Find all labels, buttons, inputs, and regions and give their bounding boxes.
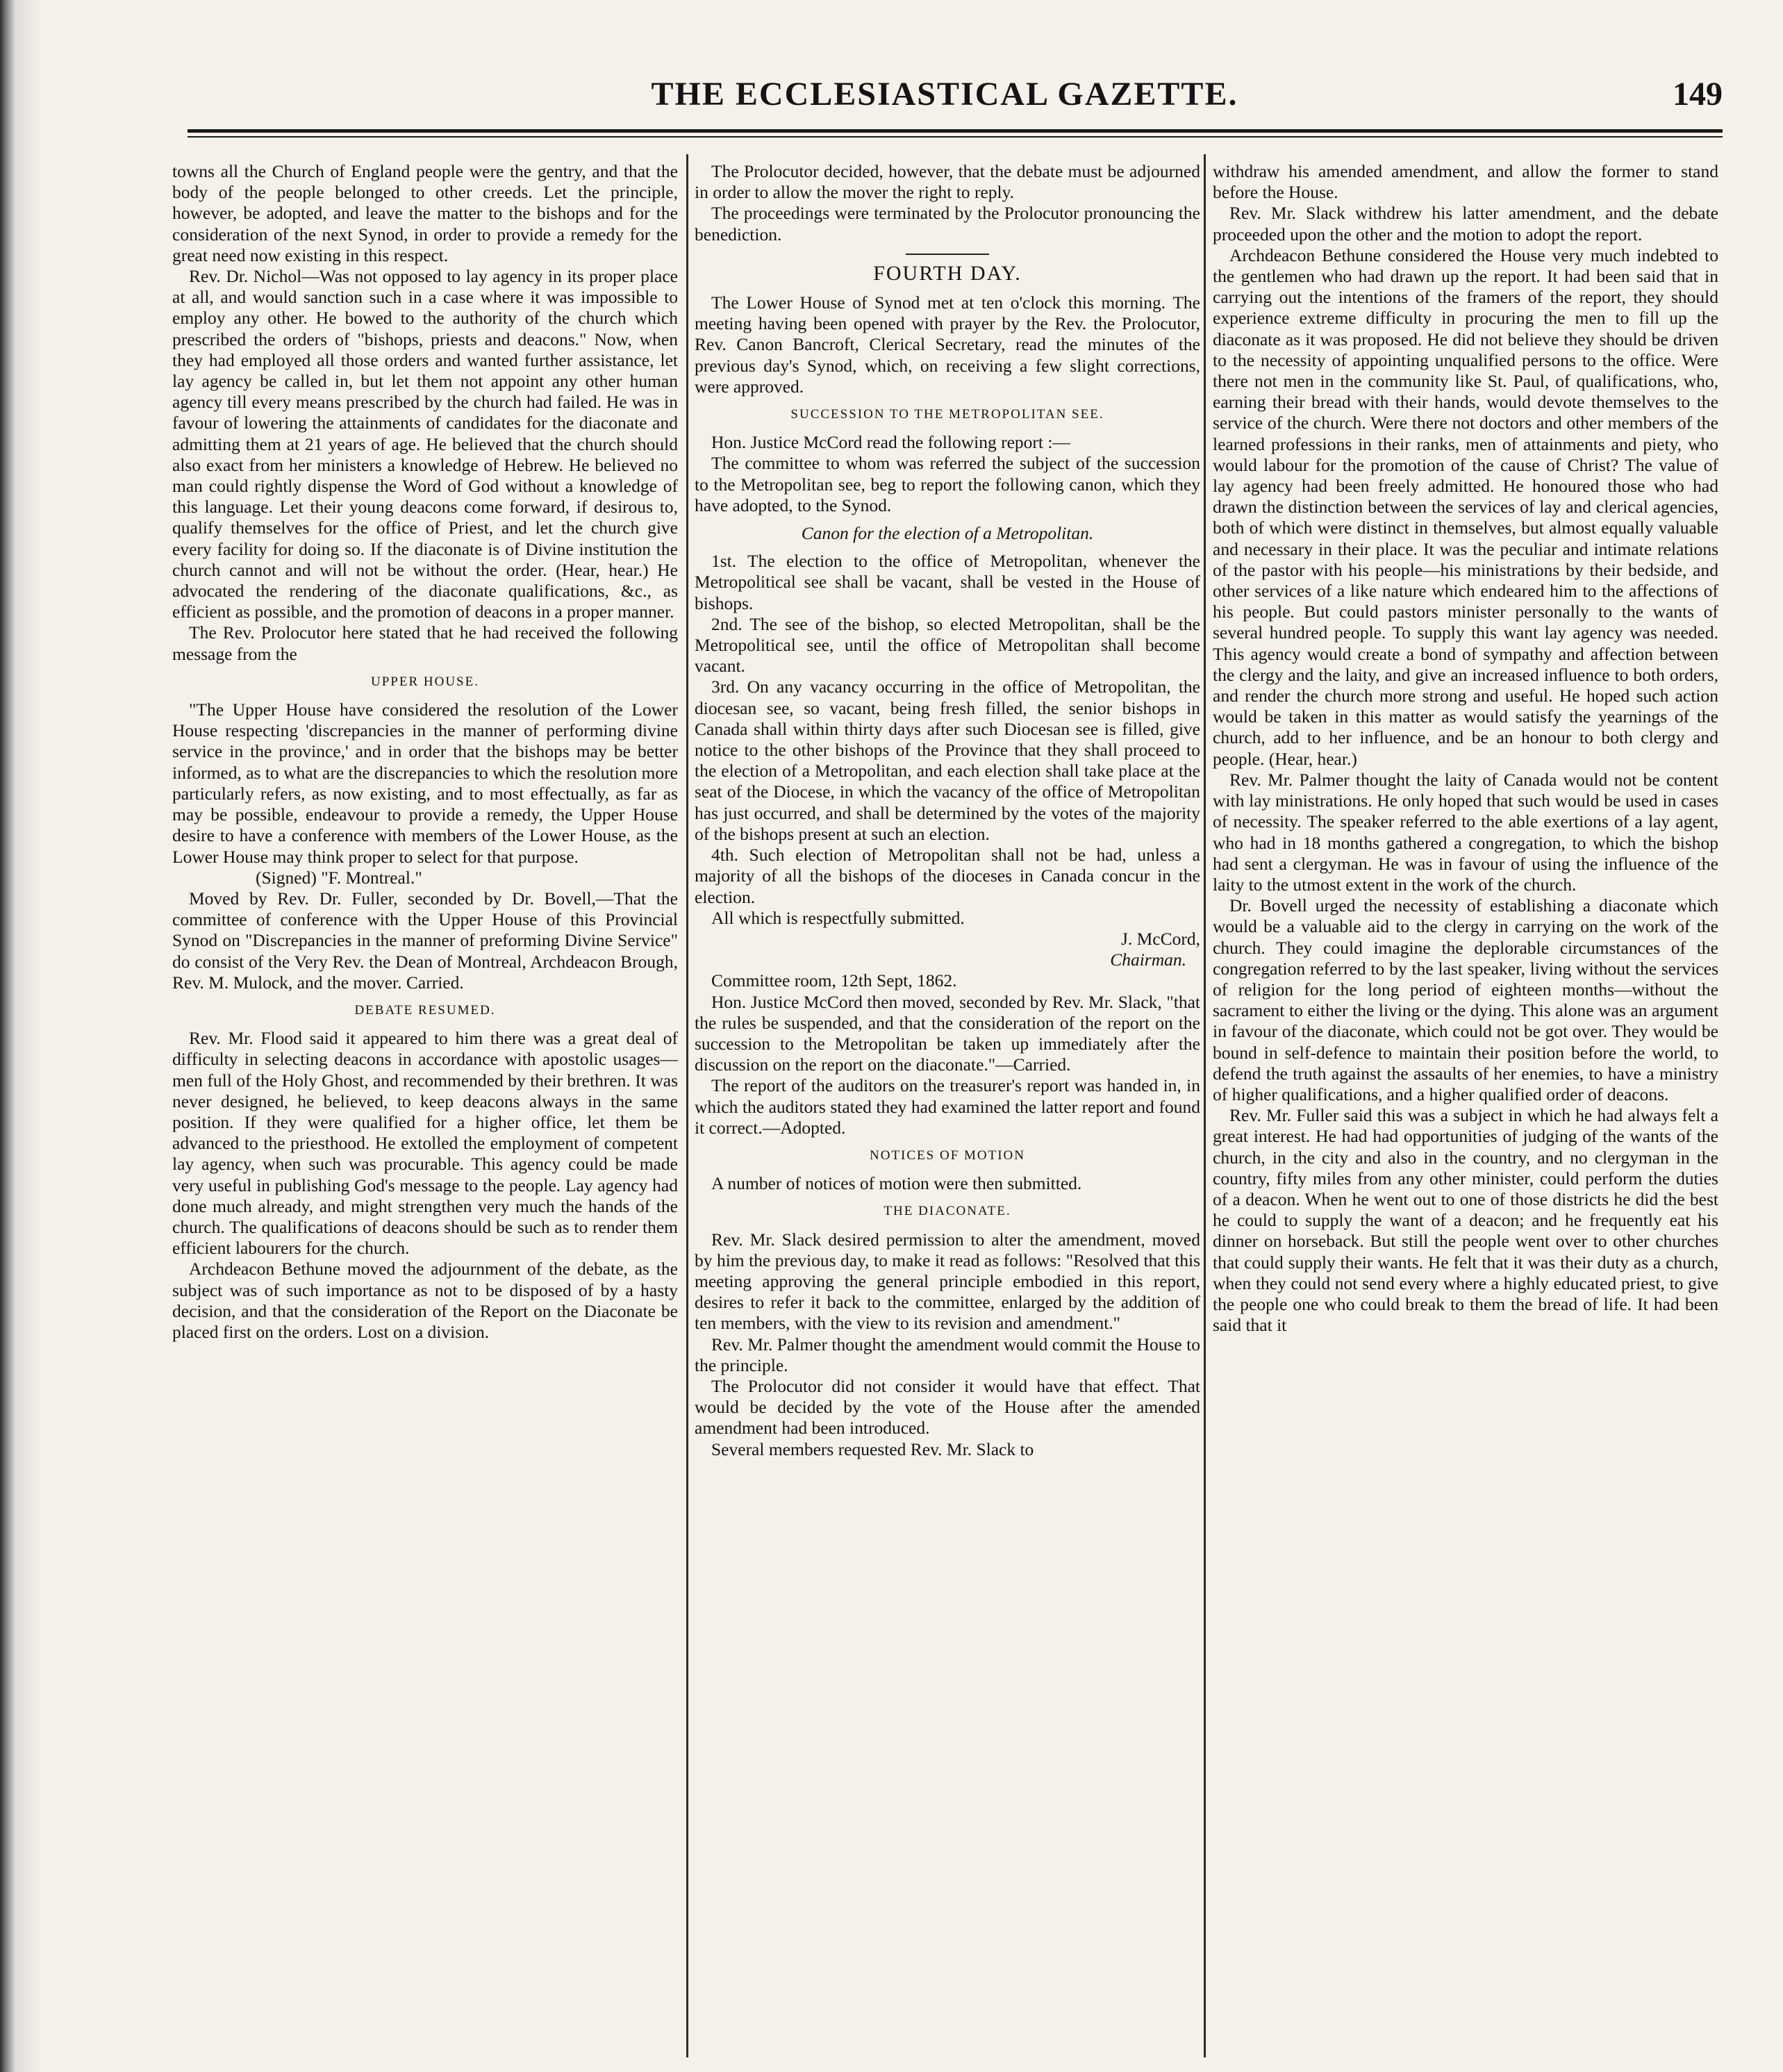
section-heading: UPPER HOUSE. bbox=[371, 674, 479, 689]
section-divider bbox=[906, 254, 989, 255]
paragraph: A number of notices of motion were then submitted. bbox=[711, 1173, 1082, 1194]
paragraph: 1st. The election to the office of Metropolitan, whenever the Metropolitical see shall be vacant, shall be vested in the House of bishops. bbox=[695, 551, 1200, 613]
paragraph: 2nd. The see of the bishop, so elected Metropolitan, shall be the Metropolitical see, until the office of Metropolitan shall become vacant. bbox=[695, 613, 1200, 677]
publication-title: THE ECCLESIASTICAL GAZETTE. bbox=[651, 76, 1238, 113]
column-3 bbox=[1213, 161, 1718, 2037]
paragraph: "The Upper House have considered the resolution of the Lower House respecting 'discrepancies in the manner of performing divine service in the province,' and in order that the bishops may be better informed, as to what are the discrepancies to which the resolution more particularly refers, as now existing, and to most effectually, as far as may be possible, endeavour to provide a remedy, the Upper House desire to have a conference with members of the Lower House, as the Lower House may think proper to select for that purpose. bbox=[172, 699, 678, 867]
page-binding-edge bbox=[0, 0, 44, 2072]
column-divider-1 bbox=[686, 154, 688, 2057]
paragraph: withdraw his amended amendment, and allow the former to stand before the House. bbox=[1213, 161, 1718, 203]
signature-line: (Signed) "F. Montreal." bbox=[256, 867, 422, 888]
paragraph: towns all the Church of England people were the gentry, and that the body of the people belonged to other creeds. Let the principle, however, be adopted, and leave the matter to the bishops and for the consideration of the next Synod, in order to provide a remedy for the great need now existing in this respect. bbox=[172, 161, 678, 265]
paragraph: The Lower House of Synod met at ten o'clock this morning. The meeting having been opened with prayer by the Rev. the Prolocutor, Rev. Canon Bancroft, Clerical Secretary, read the minutes of the previous day's Synod, which, on receiving a few slight corrections, were approved. bbox=[695, 292, 1200, 397]
column-divider-2 bbox=[1204, 154, 1206, 2057]
paragraph: Rev. Mr. Palmer thought the amendment would commit the House to the principle. bbox=[695, 1334, 1200, 1375]
paragraph: Hon. Justice McCord then moved, seconded by Rev. Mr. Slack, "that the rules be suspended, and that the consideration of the report on the succession to the Metropolitan be taken up immediately after the discussion on the report on the diaconate."—Carried. bbox=[695, 991, 1200, 1075]
paragraph: The Rev. Prolocutor here stated that he had received the following message from the bbox=[172, 622, 678, 664]
masthead-rule-thin bbox=[188, 136, 1723, 138]
masthead bbox=[167, 69, 1723, 125]
paragraph: The Prolocutor decided, however, that the debate must be adjourned in order to allow the mover the right to reply. bbox=[695, 161, 1200, 203]
paragraph: The committee to whom was referred the subject of the succession to the Metropolitan see, beg to report the following canon, which they have adopted, to the Synod. bbox=[695, 453, 1200, 515]
paragraph: Hon. Justice McCord read the following report :— bbox=[711, 432, 1070, 453]
section-heading: SUCCESSION TO THE METROPOLITAN SEE. bbox=[790, 407, 1104, 422]
paragraph: Rev. Mr. Flood said it appeared to him there was a great deal of difficulty in selecting deacons in accordance with apostolic usages—men full of the Holy Ghost, and recommended by their brethren. It was never designed, he believed, to keep deacons always in the same position. If they were qualified for a higher office, let them be advanced to the priesthood. He extolled the employment of competent lay agency, when such was procurable. This agency could be made very useful in publishing God's message to the people. Lay agency had done much already, and might strengthen very much the hands of the church. The qualifications of deacons should be such as to render them efficient labourers for the church. bbox=[172, 1028, 678, 1259]
paragraph: 4th. Such election of Metropolitan shall not be had, unless a majority of all the bishops of the dioceses in Canada concur in the election. bbox=[695, 845, 1200, 907]
paragraph: All which is respectfully submitted. bbox=[711, 907, 965, 928]
paragraph: Moved by Rev. Dr. Fuller, seconded by Dr. Bovell,—That the committee of conference with the Upper House of this Provincial Synod on "Discrepancies in the manner of preforming Divine Service" do consist of the Very Rev. the Dean of Montreal, Archdeacon Brough, Rev. M. Mulock, and the mover. Carried. bbox=[172, 888, 678, 993]
paragraph: Archdeacon Bethune moved the adjournment of the debate, as the subject was of such importance as not to be disposed of by a hasty decision, and that the consideration of the Report on the Diaconate be placed first on the orders. Lost on a division. bbox=[172, 1259, 678, 1342]
paragraph: Rev. Dr. Nichol—Was not opposed to lay agency in its proper place at all, and would sanction such in a case where it was impossible to employ any other. He bowed to the authority of the church which prescribed the orders of "bishops, priests and deacons." Now, when they had employed all those orders and wanted further assistance, let lay agency be called in, but let them not appoint any other human agency till every means prescribed by the church had failed. He was in favour of lowering the attainments of candidates for the diaconate and admitting them at 21 years of age. He believed that the church should also exact from her ministers a knowledge of Hebrew. He believed no man could rightly dispense the Word of God without a knowledge of this language. Let their young deacons come forward, if desirous to, qualify themselves for the office of Priest, and let the church give every facility for doing so. If the diaconate is of Divine institution the church cannot and will not be without the order. (Hear, hear.) He advocated the rendering of the diaconate qualifications, &c., as efficient as possible, and the promotion of deacons in a proper manner. bbox=[172, 266, 678, 622]
column-1 bbox=[172, 161, 678, 2037]
paragraph: Rev. Mr. Slack desired permission to alter the amendment, moved by him the previous day, to make it read as follows: "Resolved that this meeting approving the general principle embodied in this report, desires to refer it back to the committee, enlarged by the addition of ten members, with the view to its revision and amendment." bbox=[695, 1229, 1200, 1334]
day-heading: FOURTH DAY. bbox=[873, 261, 1022, 285]
signature-role: Chairman. bbox=[1110, 950, 1186, 970]
section-heading: THE DIACONATE. bbox=[884, 1204, 1011, 1219]
signature-name: J. McCord, bbox=[1120, 928, 1200, 949]
paragraph: Rev. Mr. Fuller said this was a subject in which he had always felt a great interest. He had had opportunities of judging of the wants of the church, in the city and also in the country, and no clergyman in the country, fifty miles from any other minister, could perform the duties of a deacon. When he went out to one of those districts he did the best he could to supply the want of a deacon; and he frequently eat his dinner on horseback. But still the people went over to other churches that could supply their wants. He felt that it was their duty as a church, when they could not send every where a highly educated priest, to give the people one who could break to them the bread of life. It had been said that it bbox=[1213, 1105, 1718, 1336]
canon-heading: Canon for the election of a Metropolitan. bbox=[801, 523, 1094, 544]
paragraph: Committee room, 12th Sept, 1862. bbox=[711, 970, 957, 991]
paragraph: Dr. Bovell urged the necessity of establishing a diaconate which would be a valuable aid to the clergy in carrying on the work of the church. They could imagine the deplorable circumstances of the congregation referred to by the last speaker, living without the services of religion for the long period of eighteen months—without the sacrament to either the living or the dying. This alone was an argument in favour of the diaconate, which could not be got over. They would be bound in self-defence to maintain their position before the world, to defend the truth against the assaults of her enemies, to have a ministry of higher qualifications, and a higher qualified order of deacons. bbox=[1213, 895, 1718, 1104]
masthead-rule-thick bbox=[188, 129, 1723, 133]
paragraph: The report of the auditors on the treasurer's report was handed in, in which the auditors stated they had examined the latter report and found it correct.—Adopted. bbox=[695, 1075, 1200, 1138]
column-2 bbox=[695, 161, 1200, 2037]
paragraph: 3rd. On any vacancy occurring in the office of Metropolitan, the diocesan see, so vacant, being fresh filled, the senior bishops in Canada shall within thirty days after such Diocesan see is filled, give notice to the other bishops of the Province that they shall proceed to the election of a Metropolitan, and each election shall take place at the seat of the Diocese, in which the vacancy of the office of Metropolitan has just occurred, and shall be determined by the votes of the majority of the bishops present at such an election. bbox=[695, 677, 1200, 844]
paragraph: The Prolocutor did not consider it would have that effect. That would be decided by the vote of the House after the amended amendment had been introduced. bbox=[695, 1375, 1200, 1439]
section-heading: NOTICES OF MOTION bbox=[870, 1147, 1025, 1163]
paragraph: Several members requested Rev. Mr. Slack to bbox=[711, 1439, 1034, 1459]
paragraph: Archdeacon Bethune considered the House very much indebted to the gentlemen who had drawn up the report. It had been said that in carrying out the intentions of the framers of the report, they should experience extreme difficulty in procuring the men to fill up the diaconate as it was proposed. He did not believe they should be driven to the necessity of appointing unqualified persons to the office. Were there not men in the community like St. Paul, of qualifications, who, earning their bread with their hands, would devote themselves to the service of the church. Were there not doctors and other members of the learned professions in their ranks, men of attainments and piety, who would labour for the promotion of the cause of Christ? The value of lay agency had been freely admitted. He honoured those who had drawn the distinction between the services of lay and clerical agencies, both of which were distinct in themselves, but almost equally valuable and necessary in their place. It was the peculiar and intimate relations of the pastor with his people—his ministrations by their bedside, and other services of a like nature which endeared him to the affections of his people. But could pastors minister personally to the wants of several hundred people. To supply this want lay agency was needed. This agency would create a bond of sympathy and affection between the clergy and the laity, and give an increased influence to both orders, and render the church more strong and useful. He hoped such action would be taken in this matter as would satisfy the yearnings of the church, add to her influence, and be an honour to both clergy and people. (Hear, hear.) bbox=[1213, 245, 1718, 769]
section-heading: DEBATE RESUMED. bbox=[354, 1002, 496, 1018]
paragraph: The proceedings were terminated by the Prolocutor pronouncing the benediction. bbox=[695, 203, 1200, 245]
paragraph: Rev. Mr. Palmer thought the laity of Canada would not be content with lay ministrations. He only hoped that such would be used in cases of necessity. The speaker referred to the able exertions of a lay agent, who had in 18 months gathered a congregation, to which the bishop had sent a clergyman. He was in favour of using the influence of the laity to the utmost extent in the work of the church. bbox=[1213, 769, 1718, 895]
paragraph: Rev. Mr. Slack withdrew his latter amendment, and the debate proceeded upon the other and the motion to adopt the report. bbox=[1213, 203, 1718, 245]
page-number: 149 bbox=[1673, 76, 1723, 113]
